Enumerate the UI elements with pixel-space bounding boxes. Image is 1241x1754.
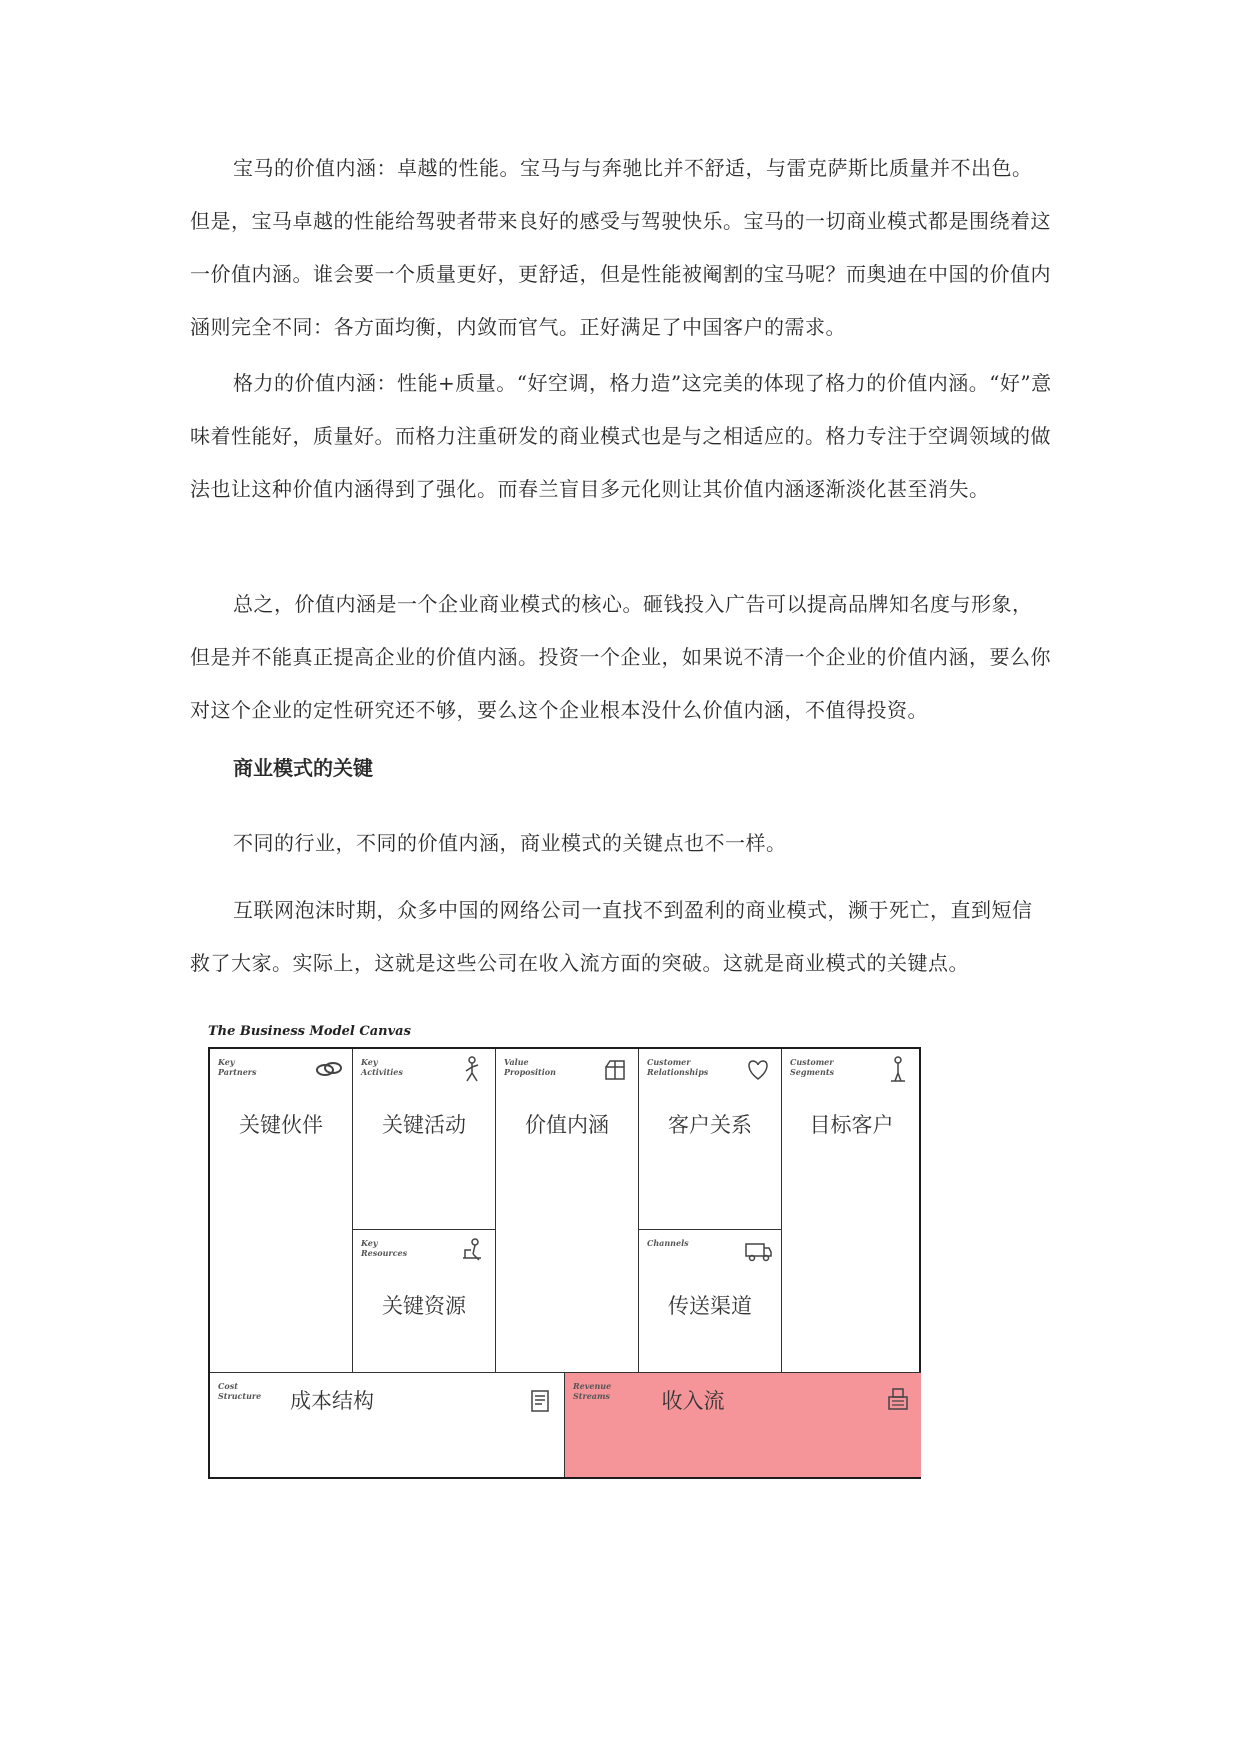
chain-icon	[314, 1055, 344, 1083]
person-icon	[883, 1055, 913, 1083]
paragraph-internet: 互联网泡沫时期，众多中国的网络公司一直找不到盈利的商业模式，濒于死亡，直到短信救了大家。实际上，这就是这些公司在收入流方面的突破。这就是商业模式的关键点。	[190, 898, 1033, 975]
paragraph-summary: 总之，价值内涵是一个企业商业模式的核心。砸钱投入广告可以提高品牌知名度与形象，但是并不能真正提高企业的价值内涵。投资一个企业，如果说不清一个企业的价值内涵，要么你对这个企业的定性研究还不够，要么这个企业根本没什么价值内涵，不值得投资。	[190, 592, 1051, 722]
cash-register-icon	[883, 1385, 913, 1413]
cell-label-zh: 目标客户	[809, 1113, 894, 1137]
cell-label-zh: 价值内涵	[525, 1113, 609, 1137]
cell-label-zh: 客户关系	[668, 1113, 752, 1137]
truck-icon	[743, 1236, 773, 1264]
cell-label-en: Customer Segments	[790, 1057, 835, 1077]
cell-label-zh: 关键资源	[382, 1294, 466, 1318]
section-heading: 商业模式的关键	[233, 756, 373, 780]
receipt-icon	[524, 1387, 554, 1415]
cell-label-en: Cost Structure	[218, 1381, 262, 1401]
business-model-canvas	[208, 1047, 921, 1479]
cell-label-en: Channels	[647, 1238, 689, 1248]
cell-value-proposition	[496, 1049, 639, 1373]
cell-label-en: Revenue Streams	[573, 1381, 612, 1401]
cell-label-zh: 关键活动	[382, 1113, 466, 1137]
cell-key-activities	[353, 1049, 496, 1230]
cell-label-zh: 传送渠道	[668, 1294, 752, 1318]
cell-channels	[639, 1230, 782, 1373]
cell-key-resources	[353, 1230, 496, 1373]
cell-label-zh: 成本结构	[290, 1389, 374, 1413]
gift-icon	[600, 1055, 630, 1083]
cell-label-en: Key Partners	[218, 1057, 257, 1077]
resource-icon	[457, 1236, 487, 1264]
cell-label-en: Key Resources	[361, 1238, 408, 1258]
paragraph-industries: 不同的行业，不同的价值内涵，商业模式的关键点也不一样。	[233, 831, 787, 855]
paragraph-bmw: 宝马的价值内涵：卓越的性能。宝马与与奔驰比并不舒适，与雷克萨斯比质量并不出色。但是，宝马卓越的性能给驾驶者带来良好的感受与驾驶快乐。宝马的一切商业模式都是围绕着这一价值内涵。谁会要一个质量更好，更舒适，但是性能被阉割的宝马呢？而奥迪在中国的价值内涵则完全不同：各方面均衡，内敛而官气。正好满足了中国客户的需求。	[190, 156, 1051, 339]
canvas-title: The Business Model Canvas	[208, 1024, 411, 1039]
paragraph-gree: 格力的价值内涵：性能+质量。“好空调，格力造”这完美的体现了格力的价值内涵。“好”意味着性能好，质量好。而格力注重研发的商业模式也是与之相适应的。格力专注于空调领域的做法也让这种价值内涵得到了强化。而春兰盲目多元化则让其价值内涵逐渐淡化甚至消失。	[190, 371, 1052, 501]
cell-label-zh: 关键伙伴	[239, 1113, 323, 1137]
cell-cost-structure	[210, 1373, 565, 1477]
heart-icon	[743, 1055, 773, 1083]
cell-label-en: Customer Relationships	[647, 1057, 709, 1077]
cell-label-en: Value Proposition	[504, 1057, 556, 1077]
cell-revenue-streams	[565, 1373, 921, 1477]
cell-label-zh: 收入流	[661, 1389, 725, 1413]
cell-customer-segments	[782, 1049, 921, 1373]
cell-customer-relationships	[639, 1049, 782, 1230]
cell-key-partners	[210, 1049, 353, 1373]
worker-icon	[457, 1055, 487, 1083]
cell-label-en: Key Activities	[361, 1057, 403, 1077]
